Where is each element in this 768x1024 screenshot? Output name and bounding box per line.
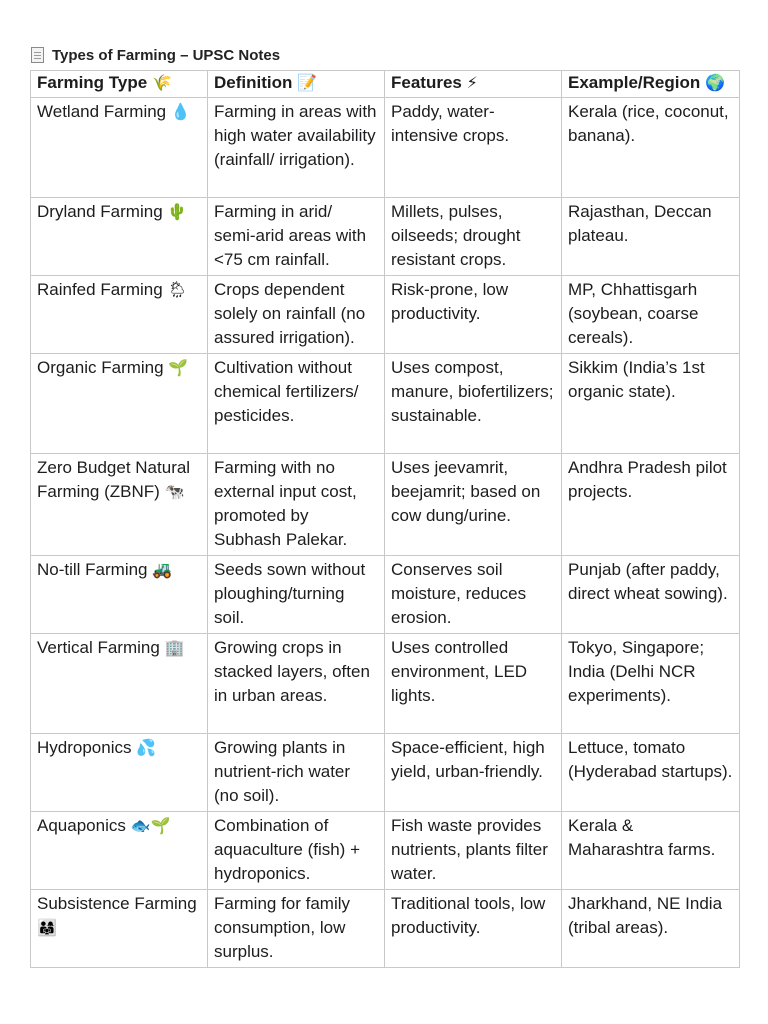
header-definition: Definition 📝 bbox=[208, 71, 385, 98]
farming-type-label: No-till Farming bbox=[37, 560, 148, 579]
document-icon bbox=[30, 46, 46, 64]
family-icon: 👨‍👩‍👧 bbox=[37, 918, 57, 937]
header-example-region: Example/Region 🌍 bbox=[562, 71, 740, 98]
sun-rain-cloud-icon: 🌦 bbox=[167, 280, 188, 299]
cell-example-region: Andhra Pradesh pilot projects. bbox=[562, 454, 740, 556]
cell-definition: Farming with no external input cost, promoted by Subhash Palekar. bbox=[208, 454, 385, 556]
cell-features: Risk-prone, low productivity. bbox=[385, 276, 562, 354]
farming-type-label: Subsistence Farming bbox=[37, 894, 197, 913]
cell-example-region: Lettuce, tomato (Hyderabad startups). bbox=[562, 734, 740, 812]
farming-type-label: Hydroponics bbox=[37, 738, 132, 757]
farming-type-label: Aquaponics bbox=[37, 816, 126, 835]
cell-definition: Crops dependent solely on rainfall (no assured irrigation). bbox=[208, 276, 385, 354]
table-row bbox=[31, 890, 740, 968]
cell-features: Uses controlled environment, LED lights. bbox=[385, 634, 562, 734]
globe-icon: 🌍 bbox=[705, 73, 725, 92]
lightning-icon: ⚡ bbox=[466, 73, 478, 92]
cell-definition: Cultivation without chemical fertilizers/ pesticides. bbox=[208, 354, 385, 454]
table-row bbox=[31, 812, 740, 890]
cell-example-region: Punjab (after paddy, direct wheat sowing). bbox=[562, 556, 740, 634]
table-row bbox=[31, 734, 740, 812]
farming-type-label: Dryland Farming bbox=[37, 202, 163, 221]
water-splash-icon: 💦 bbox=[136, 738, 157, 757]
table-row bbox=[31, 98, 740, 198]
cell-example-region: Sikkim (India’s 1st organic state). bbox=[562, 354, 740, 454]
tractor-icon: 🚜 bbox=[152, 560, 173, 579]
cell-features: Uses jeevamrit, beejamrit; based on cow dung/urine. bbox=[385, 454, 562, 556]
header-farming-type: Farming Type 🌾 bbox=[31, 71, 208, 98]
cell-farming-type bbox=[31, 454, 208, 556]
farming-type-label: Rainfed Farming bbox=[37, 280, 163, 299]
cell-example-region: Tokyo, Singapore; India (Delhi NCR experiments). bbox=[562, 634, 740, 734]
cell-definition: Growing plants in nutrient-rich water (no soil). bbox=[208, 734, 385, 812]
cell-features: Fish waste provides nutrients, plants filter water. bbox=[385, 812, 562, 890]
fish-seedling-icon: 🐟🌱 bbox=[130, 816, 171, 835]
office-building-icon: 🏢 bbox=[164, 638, 185, 657]
cell-features: Millets, pulses, oilseeds; drought resistant crops. bbox=[385, 198, 562, 276]
table-row bbox=[31, 454, 740, 556]
cell-farming-type bbox=[31, 198, 208, 276]
memo-icon: 📝 bbox=[297, 73, 318, 92]
cell-farming-type bbox=[31, 734, 208, 812]
cell-definition: Seeds sown without ploughing/turning soil. bbox=[208, 556, 385, 634]
cell-features: Conserves soil moisture, reduces erosion. bbox=[385, 556, 562, 634]
document-title bbox=[30, 46, 280, 64]
cell-definition: Combination of aquaculture (fish) + hydroponics. bbox=[208, 812, 385, 890]
cell-definition: Growing crops in stacked layers, often in urban areas. bbox=[208, 634, 385, 734]
table-row bbox=[31, 276, 740, 354]
table-row bbox=[31, 556, 740, 634]
cactus-icon: 🌵 bbox=[167, 202, 188, 221]
cell-example-region: Rajasthan, Deccan plateau. bbox=[562, 198, 740, 276]
cell-definition: Farming for family consumption, low surplus. bbox=[208, 890, 385, 968]
document-title-text: Types of Farming – UPSC Notes bbox=[52, 46, 281, 64]
cell-farming-type bbox=[31, 634, 208, 734]
farming-type-label: Zero Budget Natural Farming (ZBNF) bbox=[37, 458, 191, 501]
cell-farming-type bbox=[31, 98, 208, 198]
cell-farming-type bbox=[31, 354, 208, 454]
cell-features: Paddy, water-intensive crops. bbox=[385, 98, 562, 198]
cell-farming-type bbox=[31, 812, 208, 890]
farming-type-label: Vertical Farming bbox=[37, 638, 160, 657]
cell-farming-type bbox=[31, 276, 208, 354]
table-row bbox=[31, 634, 740, 734]
cell-farming-type bbox=[31, 556, 208, 634]
farming-types-table bbox=[30, 70, 740, 968]
farming-type-label: Wetland Farming bbox=[37, 102, 167, 121]
table-row bbox=[31, 198, 740, 276]
cell-example-region: Kerala (rice, coconut, banana). bbox=[562, 98, 740, 198]
cell-example-region: MP, Chhattisgarh (soybean, coarse cereals). bbox=[562, 276, 740, 354]
cell-example-region: Jharkhand, NE India (tribal areas). bbox=[562, 890, 740, 968]
seedling-icon: 🌱 bbox=[168, 358, 189, 377]
header-features: Features ⚡ bbox=[385, 71, 562, 98]
wheat-icon: 🌾 bbox=[151, 73, 172, 92]
table-row bbox=[31, 354, 740, 454]
cell-farming-type bbox=[31, 890, 208, 968]
droplet-icon: 💧 bbox=[170, 102, 191, 121]
farming-type-label: Organic Farming bbox=[37, 358, 164, 377]
cell-definition: Farming in arid/ semi-arid areas with <75 cm rainfall. bbox=[208, 198, 385, 276]
cell-example-region: Kerala & Maharashtra farms. bbox=[562, 812, 740, 890]
cell-features: Traditional tools, low productivity. bbox=[385, 890, 562, 968]
cow-icon: 🐄 bbox=[164, 482, 185, 501]
cell-definition: Farming in areas with high water availability (rainfall/ irrigation). bbox=[208, 98, 385, 198]
cell-features: Uses compost, manure, biofertilizers; sustainable. bbox=[385, 354, 562, 454]
table-header-row bbox=[31, 71, 740, 98]
cell-features: Space-efficient, high yield, urban-friendly. bbox=[385, 734, 562, 812]
